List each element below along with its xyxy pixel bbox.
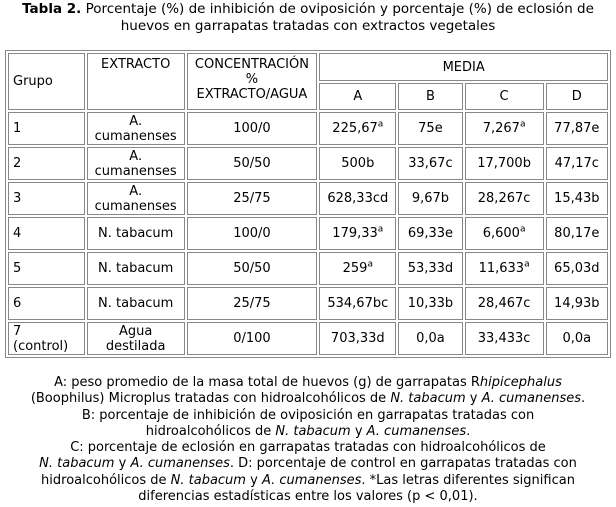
cell-extracto: [87, 182, 185, 215]
table-row: [8, 322, 608, 355]
footnote-line-7: [0, 473, 616, 489]
cell-b: 69,33e: [398, 217, 462, 250]
footnote-text: y: [114, 456, 131, 472]
superscript-a: a: [377, 224, 384, 235]
value-c: 33,433c: [477, 331, 531, 346]
footnote-italic: A. cumanenses: [366, 423, 467, 439]
footnote-text: hidroalcohólicos de: [145, 423, 276, 439]
value-c: 11,633: [478, 261, 525, 276]
cell-extracto: [87, 112, 185, 145]
value-a: 179,33: [332, 226, 378, 241]
header-c: C: [465, 83, 544, 110]
value-c: 28,267c: [477, 191, 531, 206]
cell-concentracion: 50/50: [187, 147, 318, 180]
extracto-line-2: cumanenses: [94, 198, 177, 214]
footnote-italic: N. tabacum: [390, 391, 466, 407]
footnote-text: hidroalcohólicos de: [41, 472, 171, 488]
table-row: [8, 182, 608, 215]
results-table: [5, 50, 611, 358]
cell-a: [319, 112, 396, 145]
extracto-line-1: N. tabacum: [98, 226, 174, 241]
cell-d: 15,43b: [546, 182, 608, 215]
cell-extracto: [87, 147, 185, 180]
table-row: [8, 147, 608, 180]
cell-d: 14,93b: [546, 287, 608, 320]
cell-grupo: [8, 182, 85, 215]
footnote-text: A: peso promedio de la masa total de huevos (g) de garrapatas R: [54, 375, 480, 390]
cell-grupo: [8, 112, 85, 145]
cell-a: [319, 322, 396, 355]
value-a: 703,33d: [330, 331, 385, 346]
value-a: 534,67bc: [327, 296, 389, 311]
cell-b: 0,0a: [398, 322, 462, 355]
grupo-number: 5: [13, 261, 22, 276]
grupo-number: 2: [13, 156, 22, 171]
header-b: B: [398, 83, 462, 110]
header-d: D: [546, 83, 608, 110]
footnote-italic: N. tabacum: [39, 456, 115, 472]
cell-d: 77,87e: [546, 112, 608, 145]
superscript-c: a: [519, 224, 526, 235]
footnote-line-6: [0, 456, 616, 472]
table-row: [8, 287, 608, 320]
cell-c: [465, 182, 544, 215]
extracto-line-1: A.: [129, 113, 143, 129]
value-c: 17,700b: [477, 156, 531, 171]
cell-b: 53,33d: [398, 252, 462, 285]
cell-grupo: [8, 217, 85, 250]
extracto-line-2: destilada: [105, 338, 166, 354]
cell-b: 9,67b: [398, 182, 462, 215]
header-extracto: EXTRACTO: [87, 53, 185, 110]
cell-a: [319, 182, 396, 215]
value-c: 7,267: [482, 121, 520, 136]
table-row: [8, 252, 608, 285]
cell-b: 75e: [398, 112, 462, 145]
cell-c: [465, 322, 544, 355]
cell-d: 47,17c: [546, 147, 608, 180]
caption-line-2: huevos en garrapatas tratadas con extractos vegetales: [120, 18, 496, 34]
grupo-number: 4: [13, 226, 22, 241]
grupo-number: 6: [13, 296, 22, 311]
footnote-italic: hipicephalus: [479, 375, 562, 390]
cell-c: [465, 112, 544, 145]
cell-a: [319, 287, 396, 320]
value-a: 225,67: [332, 121, 378, 136]
cell-d: 65,03d: [546, 252, 608, 285]
extracto-line-1: N. tabacum: [98, 296, 174, 311]
cell-b: 10,33b: [398, 287, 462, 320]
cell-extracto: [87, 322, 185, 355]
cell-concentracion: 0/100: [187, 322, 318, 355]
cell-a: [319, 147, 396, 180]
header-conc-line-3: EXTRACTO/AGUA: [196, 87, 308, 102]
cell-c: [465, 147, 544, 180]
footnote-italic: N. tabacum: [170, 472, 246, 488]
cell-b: 33,67c: [398, 147, 462, 180]
cell-concentracion: 100/0: [187, 112, 318, 145]
superscript-a: a: [377, 119, 384, 130]
caption-label: Tabla 2.: [22, 1, 82, 17]
cell-concentracion: 100/0: [187, 217, 318, 250]
footnote-text: (Boophilus) Microplus tratadas con hidroalcohólicos de: [30, 391, 391, 407]
value-a: 259: [342, 261, 368, 276]
cell-grupo: [8, 287, 85, 320]
header-grupo: Grupo: [8, 53, 85, 110]
value-a: 500b: [341, 156, 375, 171]
footnote-text: . D: porcentaje de control en garrapatas tratadas con: [229, 456, 577, 472]
header-a: A: [319, 83, 396, 110]
cell-concentracion: 50/50: [187, 252, 318, 285]
footnote-line-1: [0, 375, 616, 391]
header-conc-line-1: CONCENTRACIÓN: [194, 57, 309, 72]
grupo-number: 7: [13, 323, 22, 339]
cell-extracto: [87, 252, 185, 285]
cell-extracto: [87, 217, 185, 250]
footnote-line-4: [0, 424, 616, 440]
footnote-line-2: [0, 391, 616, 407]
superscript-c: a: [524, 259, 530, 270]
superscript-c: a: [519, 119, 526, 130]
table-row: [8, 217, 608, 250]
superscript-a: a: [367, 259, 373, 270]
value-c: 6,600: [482, 226, 520, 241]
header-media: MEDIA: [319, 53, 608, 81]
extracto-line-1: Agua: [119, 323, 153, 339]
cell-c: [465, 217, 544, 250]
footnote-text: y: [245, 472, 262, 488]
footnote-text: .: [581, 391, 586, 407]
cell-concentracion: 25/75: [187, 287, 318, 320]
cell-c: [465, 252, 544, 285]
cell-extracto: [87, 287, 185, 320]
footnote-italic: A. cumanenses: [130, 456, 230, 472]
cell-c: [465, 287, 544, 320]
footnote-line-3: B: porcentaje de inhibición de oviposición en garrapatas tratadas con: [81, 407, 535, 423]
extracto-line-1: A.: [129, 148, 143, 164]
grupo-note: (control): [13, 338, 69, 354]
footnote-line-8: diferencias estadísticas entre los valores (p < 0,01).: [138, 489, 478, 505]
cell-concentracion: 25/75: [187, 182, 318, 215]
extracto-line-2: cumanenses: [94, 128, 177, 144]
cell-grupo: [8, 322, 85, 355]
footnote-text: y: [465, 391, 482, 407]
cell-a: [319, 217, 396, 250]
grupo-number: 3: [13, 191, 22, 206]
footnote-italic: A. cumanenses: [261, 472, 362, 488]
grupo-number: 1: [13, 121, 22, 136]
footnote-line-5: C: porcentaje de eclosión en garrapatas tratadas con hidroalcohólicos de: [70, 440, 546, 456]
footnote-text: y: [350, 423, 367, 439]
footnote-italic: A. cumanenses: [481, 391, 582, 407]
cell-a: [319, 252, 396, 285]
header-concentracion: [187, 53, 318, 110]
extracto-line-1: A.: [129, 183, 143, 199]
extracto-line-1: N. tabacum: [98, 261, 174, 276]
table-footnote: [0, 375, 616, 505]
cell-d: 80,17e: [546, 217, 608, 250]
value-a: 628,33cd: [327, 191, 389, 206]
cell-grupo: [8, 147, 85, 180]
header-conc-line-2: %: [245, 72, 259, 87]
footnote-text: . *Las letras diferentes significan: [361, 472, 575, 488]
footnote-italic: N. tabacum: [275, 423, 351, 439]
caption-text-1: Porcentaje (%) de inhibición de oviposición y porcentaje (%) de eclosión de: [81, 1, 594, 17]
table-caption: [0, 1, 616, 35]
caption-line-1: [0, 1, 616, 18]
cell-d: 0,0a: [546, 322, 608, 355]
extracto-line-2: cumanenses: [94, 163, 177, 179]
footnote-text: .: [466, 423, 471, 439]
cell-grupo: [8, 252, 85, 285]
table-row: [8, 112, 608, 145]
value-c: 28,467c: [477, 296, 531, 311]
